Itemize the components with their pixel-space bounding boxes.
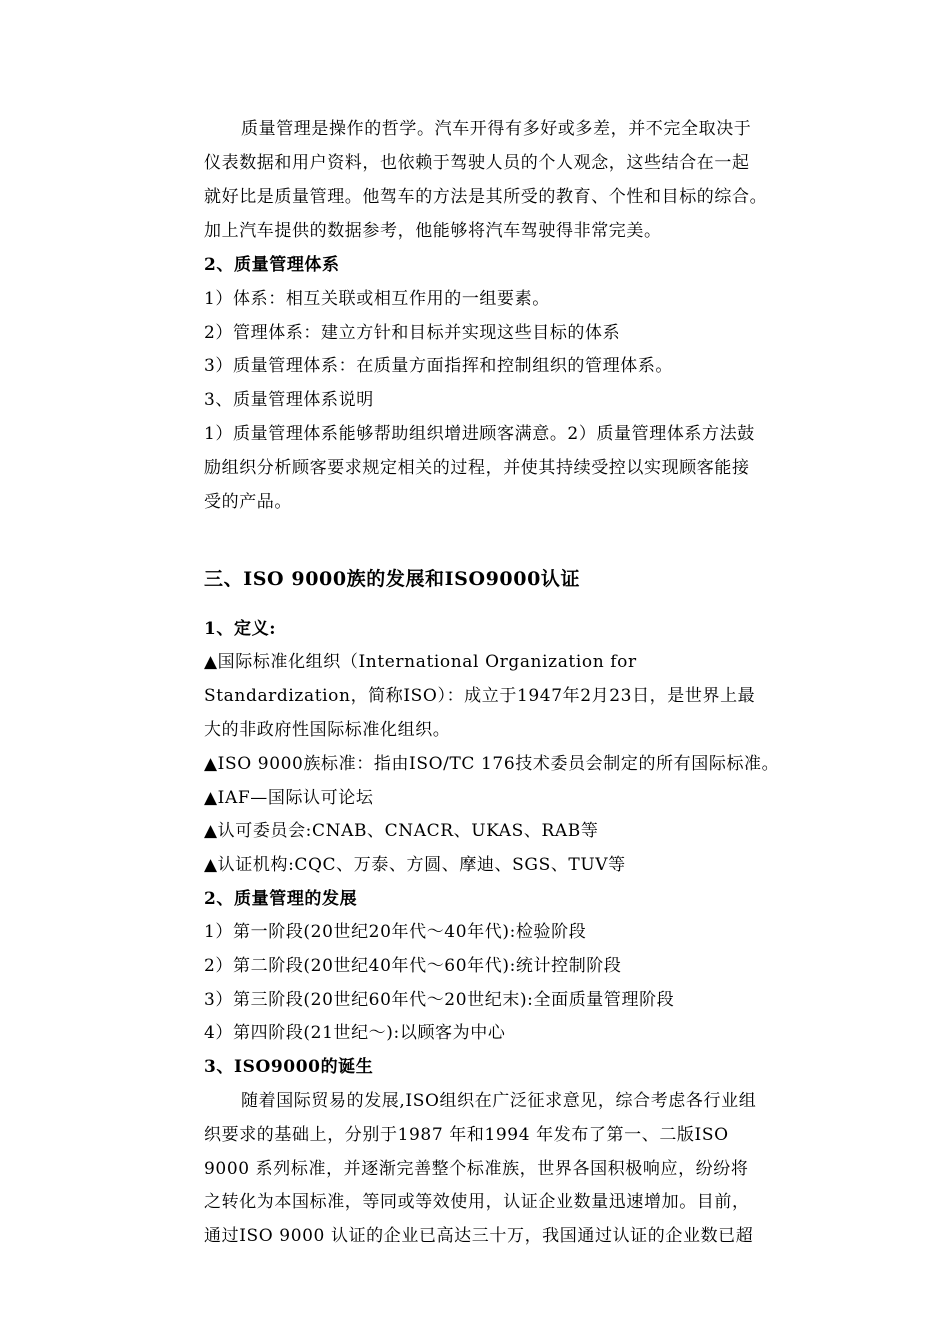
paragraph-line: 仪表数据和用户资料，也依赖于驾驶人员的个人观念，这些结合在一起 [204, 153, 750, 173]
paragraph-line: 织要求的基础上，分别于1987 年和1994 年发布了第一、二版ISO [204, 1125, 729, 1145]
paragraph-line: 随着国际贸易的发展,ISO组织在广泛征求意见，综合考虑各行业组 [241, 1091, 757, 1111]
paragraph-line: 加上汽车提供的数据参考，他能够将汽车驾驶得非常完美。 [204, 221, 662, 241]
definition-line: ▲国际标准化组织（International Organization for [204, 652, 637, 672]
subheading: 2、质量管理的发展 [204, 889, 358, 909]
paragraph-line: 就好比是质量管理。他驾车的方法是其所受的教育、个性和目标的综合。 [204, 187, 768, 207]
definition-line: 大的非政府性国际标准化组织。 [204, 720, 451, 740]
list-item: 1）第一阶段(20世纪20年代～40年代):检验阶段 [204, 922, 587, 942]
list-item: 2）管理体系：建立方针和目标并实现这些目标的体系 [204, 323, 621, 343]
paragraph-line: 励组织分析顾客要求规定相关的过程，并使其持续受控以实现顾客能接 [204, 458, 750, 478]
definition-line: ▲ISO 9000族标准：指由ISO/TC 176技术委员会制定的所有国际标准。 [204, 754, 780, 774]
list-item: 3）第三阶段(20世纪60年代～20世纪末):全面质量管理阶段 [204, 990, 675, 1010]
paragraph-line: 通过ISO 9000 认证的企业已高达三十万，我国通过认证的企业数已超 [204, 1226, 754, 1246]
definition-line: Standardization，简称ISO）：成立于1947年2月23日，是世界上最 [204, 686, 756, 706]
section-title: 三、ISO 9000族的发展和ISO9000认证 [204, 568, 581, 590]
list-item: 3）质量管理体系：在质量方面指挥和控制组织的管理体系。 [204, 356, 674, 376]
subheading: 1、定义: [204, 619, 277, 639]
paragraph-line: 受的产品。 [204, 492, 292, 512]
list-item: 4）第四阶段(21世纪～):以顾客为中心 [204, 1023, 506, 1043]
definition-line: ▲认可委员会:CNAB、CNACR、UKAS、RAB等 [204, 821, 599, 841]
paragraph-line: 1）质量管理体系能够帮助组织增进顾客满意。2）质量管理体系方法鼓 [204, 424, 755, 444]
definition-line: ▲IAF—国际认可论坛 [204, 788, 374, 808]
paragraph-line: 9000 系列标准，并逐渐完善整个标准族，世界各国积极响应，纷纷将 [204, 1159, 749, 1179]
subheading: 3、ISO9000的诞生 [204, 1057, 374, 1077]
paragraph-line: 质量管理是操作的哲学。汽车开得有多好或多差，并不完全取决于 [241, 119, 752, 139]
definition-line: ▲认证机构:CQC、万泰、方圆、摩迪、SGS、TUV等 [204, 855, 626, 875]
list-item: 2）第二阶段(20世纪40年代～60年代):统计控制阶段 [204, 956, 622, 976]
paragraph-line: 之转化为本国标准，等同或等效使用，认证企业数量迅速增加。目前， [204, 1192, 750, 1212]
list-item: 1）体系：相互关联或相互作用的一组要素。 [204, 289, 550, 309]
subheading: 3、质量管理体系说明 [204, 390, 374, 410]
subheading: 2、质量管理体系 [204, 255, 340, 275]
